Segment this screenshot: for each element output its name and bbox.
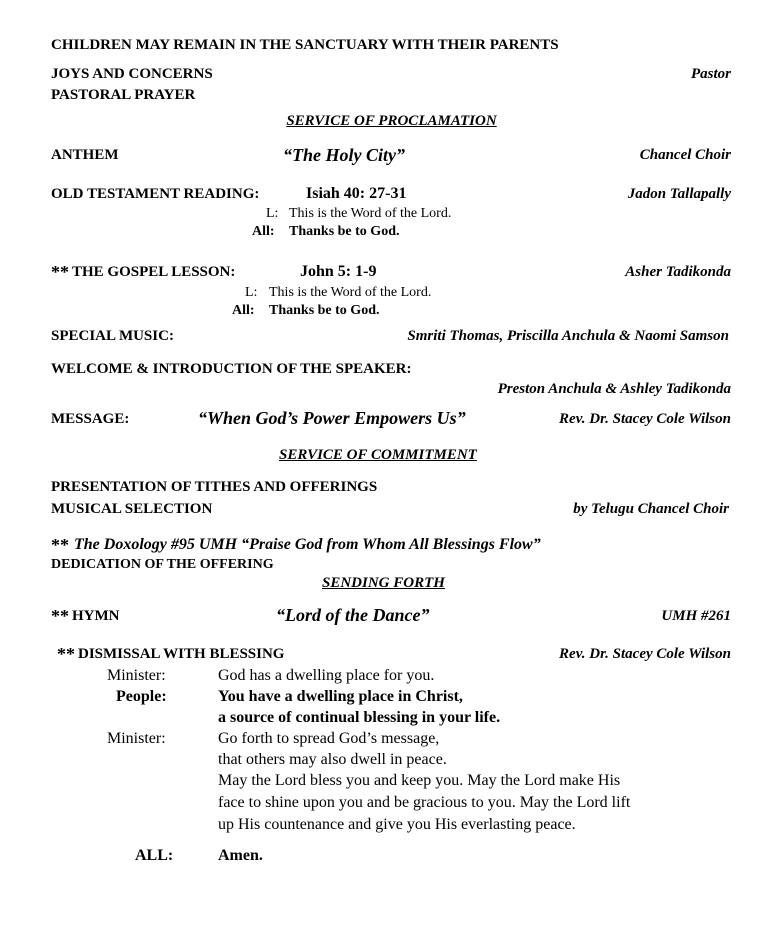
hymn-title: “Lord of the Dance” [276, 605, 430, 625]
message-title: “When God’s Power Empowers Us” [198, 408, 466, 428]
children-notice: CHILDREN MAY REMAIN IN THE SANCTUARY WITH THEIR PARENTS [51, 37, 559, 53]
hymn-label: HYMN [72, 608, 120, 624]
ot-all-text: Thanks be to God. [289, 224, 400, 239]
ot-all-label: All: [252, 224, 275, 239]
commitment-heading: SERVICE OF COMMITMENT [279, 447, 477, 463]
hymn-stars: ** [51, 606, 69, 626]
hymn-number: UMH #261 [661, 608, 731, 624]
ot-l-text: This is the Word of the Lord. [289, 206, 452, 221]
gospel-reader: Asher Tadikonda [625, 264, 731, 280]
ot-reading-reader: Jadon Tallapally [627, 186, 731, 202]
dismissal-leader: Rev. Dr. Stacey Cole Wilson [559, 646, 731, 662]
special-music-label: SPECIAL MUSIC: [51, 328, 174, 344]
people-line-1: You have a dwelling place in Christ, [218, 688, 463, 705]
anthem-leader: Chancel Choir [639, 147, 731, 163]
ot-l-label: L: [266, 206, 279, 221]
minister-line-6: up His countenance and give you His everlasting peace. [218, 816, 576, 833]
minister-line-2: Go forth to spread God’s message, [218, 730, 440, 747]
dismissal-label: DISMISSAL WITH BLESSING [78, 646, 285, 662]
minister-line-5: face to shine upon you and be gracious to you. May the Lord lift [218, 794, 631, 811]
pastoral-prayer: PASTORAL PRAYER [51, 87, 196, 103]
minister-line-4: May the Lord bless you and keep you. May the Lord make His [218, 772, 621, 789]
people-line-2: a source of continual blessing in your life. [218, 709, 501, 726]
tithes-and-offerings: PRESENTATION OF TITHES AND OFFERINGS [51, 479, 378, 495]
gospel-label: THE GOSPEL LESSON: [72, 264, 236, 280]
minister-label: Minister: [107, 667, 166, 684]
proclamation-heading: SERVICE OF PROCLAMATION [286, 113, 497, 129]
ot-reading-ref: Isiah 40: 27-31 [306, 185, 407, 202]
minister-line: God has a dwelling place for you. [218, 667, 435, 684]
people-label: People: [116, 688, 167, 705]
special-music-performers: Smriti Thomas, Priscilla Anchula & Naomi Samson [407, 328, 729, 344]
gospel-l-label: L: [245, 285, 258, 300]
dedication-of-offering: DEDICATION OF THE OFFERING [51, 557, 274, 572]
minister-line-3: that others may also dwell in peace. [218, 751, 447, 768]
anthem-label: ANTHEM [51, 147, 119, 163]
ot-reading-label: OLD TESTAMENT READING: [51, 186, 260, 202]
all-response: Amen. [218, 847, 263, 864]
musical-selection-choir: by Telugu Chancel Choir [573, 501, 729, 517]
welcome-speakers: Preston Anchula & Ashley Tadikonda [497, 381, 731, 397]
gospel-ref: John 5: 1-9 [300, 263, 377, 280]
anthem-title: “The Holy City” [283, 145, 405, 165]
musical-selection-label: MUSICAL SELECTION [51, 501, 213, 517]
message-preacher: Rev. Dr. Stacey Cole Wilson [559, 411, 731, 427]
gospel-all-label: All: [232, 303, 255, 318]
gospel-l-text: This is the Word of the Lord. [269, 285, 432, 300]
minister-label-2: Minister: [107, 730, 166, 747]
gospel-all-text: Thanks be to God. [269, 303, 380, 318]
sending-forth-heading: SENDING FORTH [322, 575, 445, 591]
welcome-label: WELCOME & INTRODUCTION OF THE SPEAKER: [51, 361, 412, 377]
message-label: MESSAGE: [51, 411, 130, 427]
all-label: ALL: [135, 847, 174, 864]
doxology: The Doxology #95 UMH “Praise God from Whom All Blessings Flow” [74, 536, 541, 553]
joys-and-concerns: JOYS AND CONCERNS [51, 66, 213, 82]
gospel-stars: ** [51, 262, 69, 282]
doxology-stars: ** [51, 535, 69, 555]
joys-leader: Pastor [690, 66, 731, 82]
dismissal-stars: ** [57, 644, 75, 664]
